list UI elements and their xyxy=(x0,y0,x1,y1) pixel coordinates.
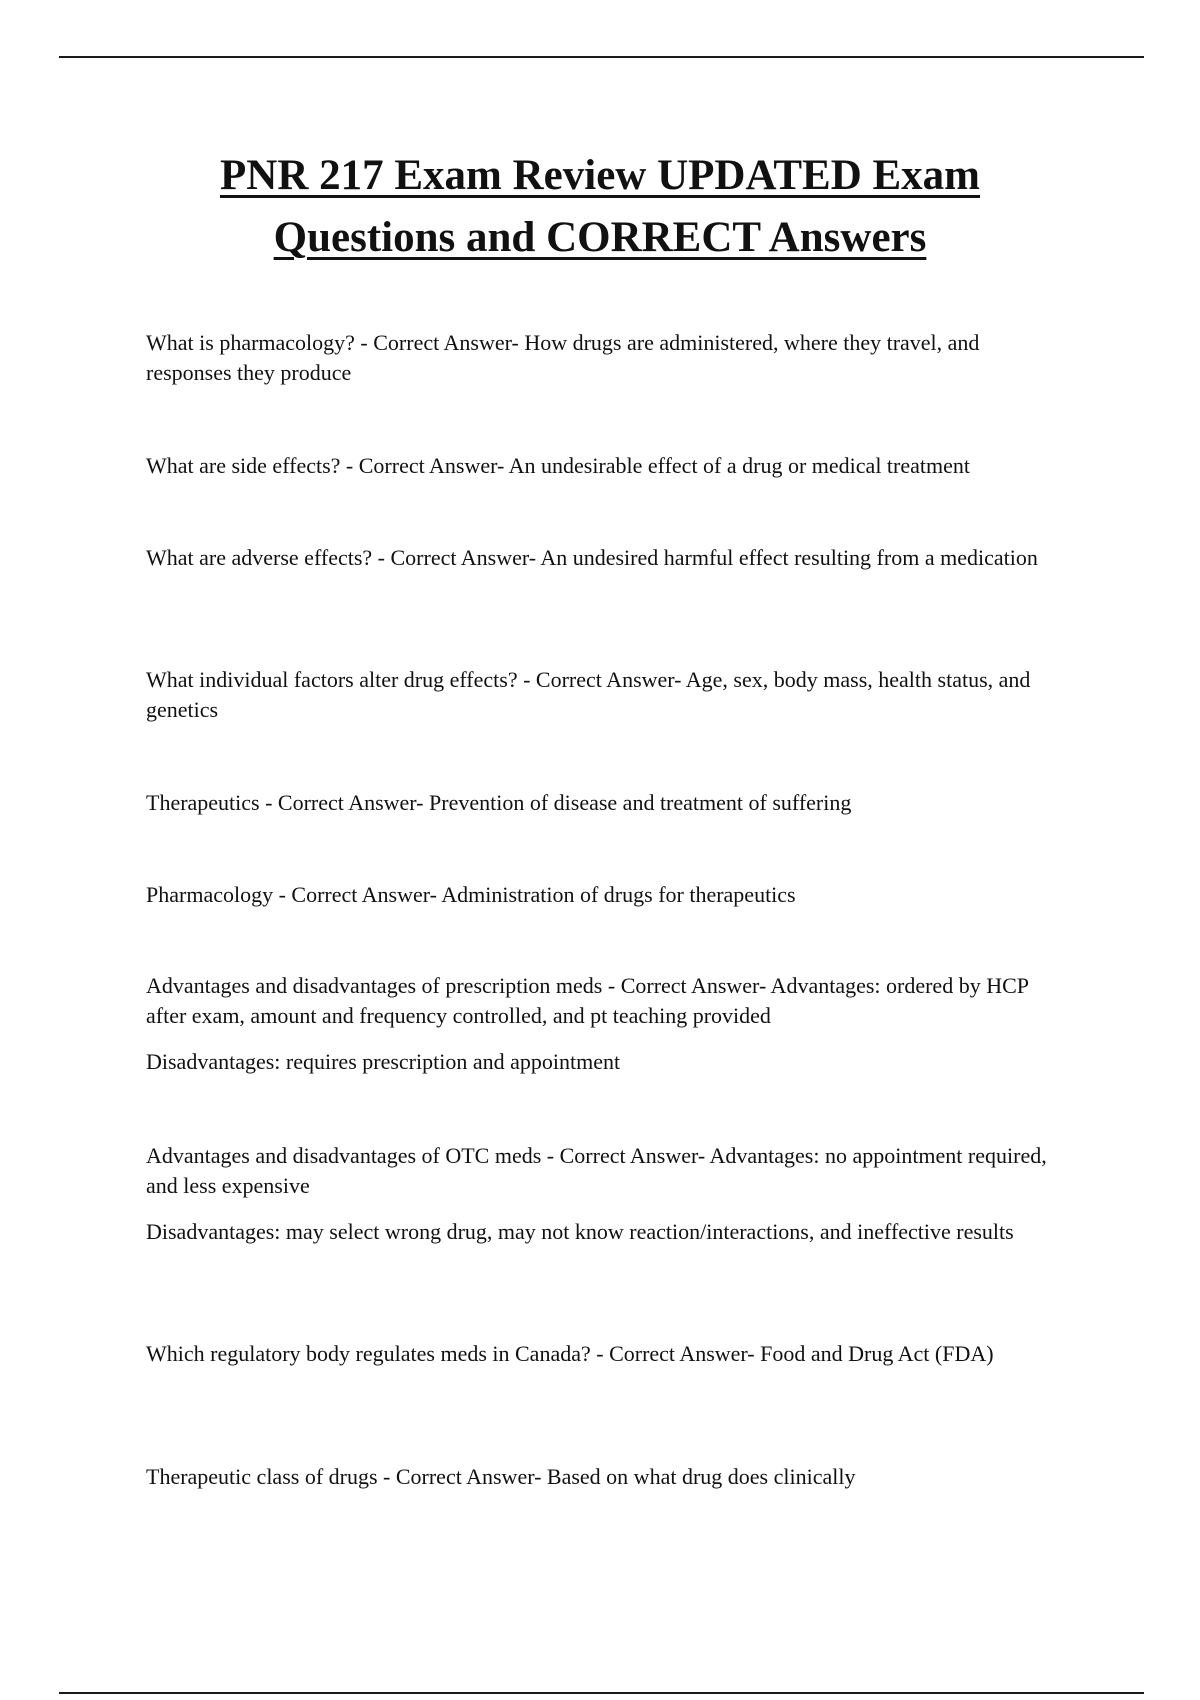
qa-text: Which regulatory body regulates meds in Canada? - Correct Answer- Food and Drug Act (FDA) xyxy=(146,1341,994,1366)
qa-item xyxy=(146,788,1066,818)
qa-text: Pharmacology - Correct Answer- Administration of drugs for therapeutics xyxy=(146,882,796,907)
qa-item xyxy=(146,971,1066,1077)
qa-text: What are side effects? - Correct Answer- An undesirable effect of a drug or medical treatment xyxy=(146,453,971,478)
qa-item xyxy=(146,880,1066,910)
qa-item xyxy=(146,543,1066,573)
qa-text: What are adverse effects? - Correct Answer- An undesired harmful effect resulting from a medication xyxy=(146,545,1038,570)
qa-text: Advantages and disadvantages of prescription meds - Correct Answer- Advantages: ordered by HCP after exam, amount and frequency controlled, and pt teaching provided xyxy=(146,973,1029,1028)
qa-text: What individual factors alter drug effects? - Correct Answer- Age, sex, body mass, health status, and genetics xyxy=(146,667,1031,722)
qa-text: Therapeutics - Correct Answer- Prevention of disease and treatment of suffering xyxy=(146,790,852,815)
qa-item xyxy=(146,1339,1066,1369)
qa-text: Advantages and disadvantages of OTC meds - Correct Answer- Advantages: no appointment required, and less expensive xyxy=(146,1143,1047,1198)
title-line-2: Questions and CORRECT Answers xyxy=(273,214,927,261)
document-title xyxy=(100,145,1100,269)
qa-extra-text: Disadvantages: may select wrong drug, may not know reaction/interactions, and ineffective results xyxy=(146,1219,1014,1244)
header-rule xyxy=(59,56,1144,58)
qa-item xyxy=(146,1462,1066,1492)
qa-item xyxy=(146,451,1066,481)
qa-item xyxy=(146,1141,1066,1247)
footer-rule xyxy=(59,1692,1144,1694)
qa-item xyxy=(146,665,1066,725)
qa-text: What is pharmacology? - Correct Answer- How drugs are administered, where they travel, and responses they produce xyxy=(146,330,980,385)
qa-item xyxy=(146,328,1066,388)
title-line-1: PNR 217 Exam Review UPDATED Exam xyxy=(220,152,980,199)
qa-extra-text: Disadvantages: requires prescription and appointment xyxy=(146,1049,621,1074)
qa-text: Therapeutic class of drugs - Correct Answer- Based on what drug does clinically xyxy=(146,1464,856,1489)
